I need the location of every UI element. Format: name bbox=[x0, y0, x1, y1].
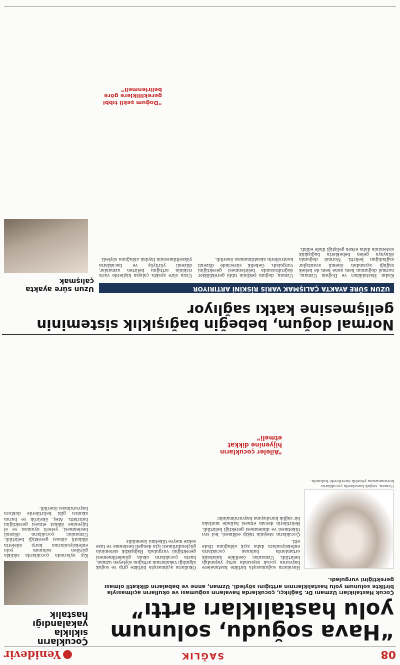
side-article-title: Uzun süre ayakta çalışmak bbox=[25, 277, 94, 293]
photo-caption: Uzman, soğuk havalarda çocukların korunmasına yönelik önerilerde bulundu. bbox=[310, 479, 394, 489]
article2-paragraph: Kadın Hastalıkları ve Doğum Uzmanı, normal doğumun hem anne hem de bebek sağlığı açısından önemli avantajlar sağladığını belirtti. Normal doğumla dünyaya gelen bebeklerin bağışıklık sisteminin daha erken geliştiği ifade edildi. bbox=[299, 245, 394, 277]
footer-rule bbox=[4, 6, 396, 7]
pull-quote: “Aileler çocukların hijyenine dikkat etmeli” bbox=[219, 434, 282, 455]
main-headline: “Hava soğudu, solunum yolu hastalıkları arttı” bbox=[110, 598, 394, 644]
main-subheadline: Çocuk Hastalıkları Uzmanı Dr. Sağlıkçı, çocuklarda havaların soğuması ve okulların açılmasıyla birlikte solunum yolu hastalıklarının arttığını söyledi. Uzman, anne ve babaların dikkatli olması gerektiğini vurguladı. bbox=[104, 576, 394, 595]
section-band: UZUN SÜRE AYAKTA ÇALIŞMAK VARİS RİSKİNİ ARTIRIYOR bbox=[99, 283, 394, 293]
sidebar-article bbox=[4, 355, 88, 645]
pull-quote-2: “Doğum şekli tıbbi gerekliliklere göre belirlenmeli” bbox=[102, 85, 162, 105]
newspaper-logo bbox=[4, 648, 72, 661]
sidebar-text: Kış aylarında çocuklarda sıklıkla görülen solunum yolu enfeksiyonlarına karşı ailelerin dikkatli olması gerektiği belirtildi. Uzmanlar, çocukların düzenli beslenmesi, yeterli uyuması ve el hijyenine dikkat etmesi gerektiğini hatırlattı. Ateş, öksürük ve burun akıntısı gibi belirtilerde doktora başvurulması önerildi. bbox=[4, 505, 88, 557]
article1-column-2 bbox=[96, 536, 196, 569]
article2-paragraph: Uzman, doğum şeklinin tıbbi gereklilikler doğrultusunda belirlenmesi gerektiğini vurguladı. Gebelik sürecinde düzenli kontrollerin aksatılmaması önerildi. bbox=[198, 256, 293, 277]
article2-column-2 bbox=[198, 254, 293, 277]
second-headline: Normal doğum, bebeğin bağışıklık sisteminin gelişmesine katkı sağlıyor bbox=[2, 301, 394, 335]
article1-paragraph: Havaların soğumasıyla birlikte hastanelere başvuran çocuk sayısında artış yaşandığı belirtildi. Uzmanlar, özellikle kalabalık ortamlarda bulunan çocukların enfeksiyonlara daha açık olduğunu ifade etti. bbox=[202, 537, 300, 569]
article2-column-1 bbox=[299, 244, 394, 277]
masthead bbox=[4, 646, 396, 661]
section-title: SAĞLIK bbox=[181, 650, 224, 660]
article1-paragraph: Çocukların ateşinin takip edilmesi, bol sıvı tüketmesi ve dinlenmesi gerektiği belirtildi. Belirtilerin devam etmesi halinde mutlaka bir sağlık kuruluşuna başvurulmalıdır. bbox=[202, 515, 300, 536]
sidebar-photo bbox=[4, 561, 88, 605]
sidebar-title: Çocukların sıklıkla yakalandığı hastalık bbox=[32, 609, 88, 646]
doctor-photo bbox=[304, 489, 394, 569]
logo-icon bbox=[63, 650, 72, 659]
logo-text: Yenidevir bbox=[4, 648, 62, 661]
side-article-photo bbox=[4, 219, 88, 273]
article2-paragraph: Uzun süre ayakta çalışan kişilerde varis riskinin arttığını belirten uzmanlar, düzenli yürüyüş ve bacakların yükseltilmesinin faydalı olduğunu söyledi. bbox=[99, 256, 192, 277]
article1-column-1 bbox=[202, 513, 300, 569]
article1-paragraph: Okulların açılmasıyla birlikte grip ve soğuk algınlığı vakalarının arttığını söyleyen uzman, hasta çocukların okula gönderilmemesi gerektiğini vurguladı. Bağışıklık sisteminin güçlendirilmesi için dengeli beslenme ve taze sebze meyve tüketimi önemlidir. bbox=[96, 537, 196, 569]
article2-column-3 bbox=[99, 254, 192, 277]
page-number: 08 bbox=[380, 648, 396, 661]
